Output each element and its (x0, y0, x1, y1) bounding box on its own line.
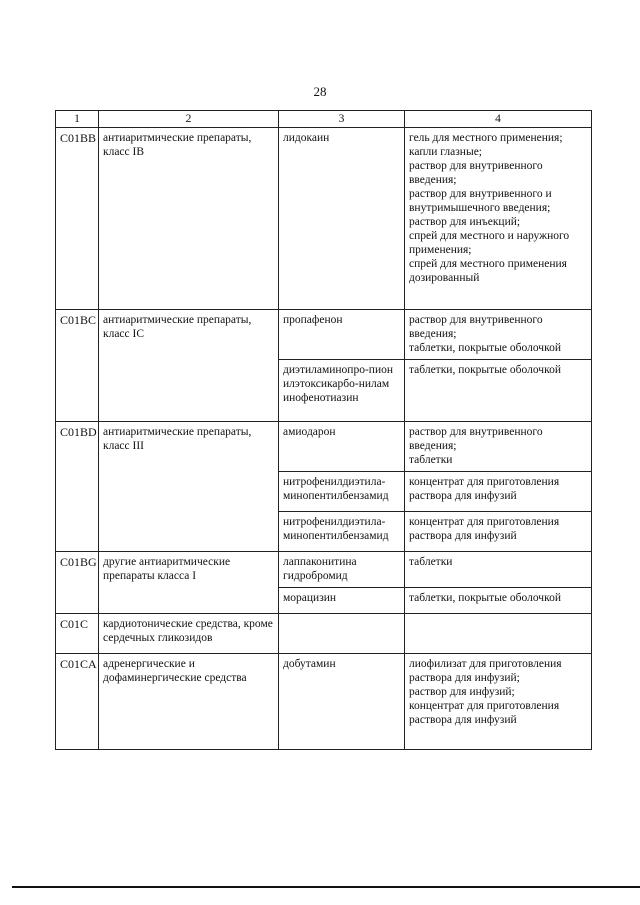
dosage-form: спрей для местного и наружного применения; (409, 230, 570, 256)
dosage-form: таблетки (409, 454, 453, 466)
drug-name-cell: морацизин (279, 588, 405, 614)
atc-code-cell: C01BB (56, 128, 99, 310)
dosage-form: таблетки, покрытые оболочкой (409, 364, 561, 376)
table-row (56, 128, 592, 310)
column-header-4: 4 (405, 111, 592, 128)
atc-code-cell: C01BD (56, 422, 99, 552)
dosage-form: раствор для инъекций; (409, 216, 521, 228)
dosage-form: таблетки, покрытые оболочкой (409, 342, 561, 354)
table-row (56, 310, 592, 360)
dosage-forms-cell (405, 310, 592, 360)
dosage-form: гель для местного применения; (409, 132, 563, 144)
column-header-3: 3 (279, 111, 405, 128)
group-name-cell: антиаритмические препараты, класс IC (99, 310, 279, 422)
column-header-1: 1 (56, 111, 99, 128)
table-header-row (56, 111, 592, 128)
dosage-forms-cell (405, 360, 592, 422)
atc-code-cell: C01C (56, 614, 99, 654)
bottom-rule (12, 886, 640, 888)
drug-name-cell: нитрофенилдиэтила-минопентилбензамид (279, 512, 405, 552)
table-row (56, 422, 592, 472)
dosage-form: капли глазные; (409, 146, 482, 158)
drug-name-cell: лаппаконитина гидробромид (279, 552, 405, 588)
dosage-forms-cell (405, 588, 592, 614)
group-name-cell: антиаритмические препараты, класс III (99, 422, 279, 552)
dosage-forms-cell (405, 552, 592, 588)
dosage-forms-cell (405, 654, 592, 750)
dosage-form: таблетки (409, 556, 453, 568)
drug-name-cell: амиодарон (279, 422, 405, 472)
table-row (56, 614, 592, 654)
table-row (56, 654, 592, 750)
dosage-forms-cell (405, 614, 592, 654)
dosage-form: концентрат для приготовления раствора для инфузий (409, 700, 560, 726)
dosage-forms-cell (405, 472, 592, 512)
column-header-2: 2 (99, 111, 279, 128)
table-row (56, 552, 592, 588)
dosage-form: таблетки, покрытые оболочкой (409, 592, 561, 604)
atc-code-cell: C01BG (56, 552, 99, 614)
group-name-cell: кардиотонические средства, кроме сердечных гликозидов (99, 614, 279, 654)
group-name-cell: антиаритмические препараты, класс IB (99, 128, 279, 310)
dosage-form: раствор для инфузий; (409, 686, 515, 698)
dosage-form: концентрат для приготовления раствора для инфузий (409, 476, 560, 502)
dosage-form: раствор для внутривенного и внутримышечного введения; (409, 188, 552, 214)
drug-table (55, 110, 592, 750)
atc-code-cell: C01BC (56, 310, 99, 422)
dosage-forms-cell (405, 128, 592, 310)
dosage-forms-cell (405, 422, 592, 472)
drug-name-cell: пропафенон (279, 310, 405, 360)
drug-name-cell: диэтиламинопро-пион илэтоксикарбо-нилам инофенотиазин (279, 360, 405, 422)
dosage-form: лиофилизат для приготовления раствора для инфузий; (409, 658, 562, 684)
drug-name-cell: нитрофенилдиэтила-минопентилбензамид (279, 472, 405, 512)
dosage-form: раствор для внутривенного введения; (409, 160, 543, 186)
group-name-cell: другие антиаритмические препараты класса I (99, 552, 279, 614)
table-body (56, 128, 592, 750)
page-number: 28 (313, 84, 327, 99)
dosage-form: раствор для внутривенного введения; (409, 314, 543, 340)
drug-name-cell: лидокаин (279, 128, 405, 310)
drug-name-cell: добутамин (279, 654, 405, 750)
dosage-form: спрей для местного применения дозированный (409, 258, 567, 284)
dosage-forms-cell (405, 512, 592, 552)
dosage-form: раствор для внутривенного введения; (409, 426, 543, 452)
dosage-form: концентрат для приготовления раствора для инфузий (409, 516, 560, 542)
atc-code-cell: C01CA (56, 654, 99, 750)
drug-name-cell (279, 614, 405, 654)
group-name-cell: адренергические и дофаминергические средства (99, 654, 279, 750)
